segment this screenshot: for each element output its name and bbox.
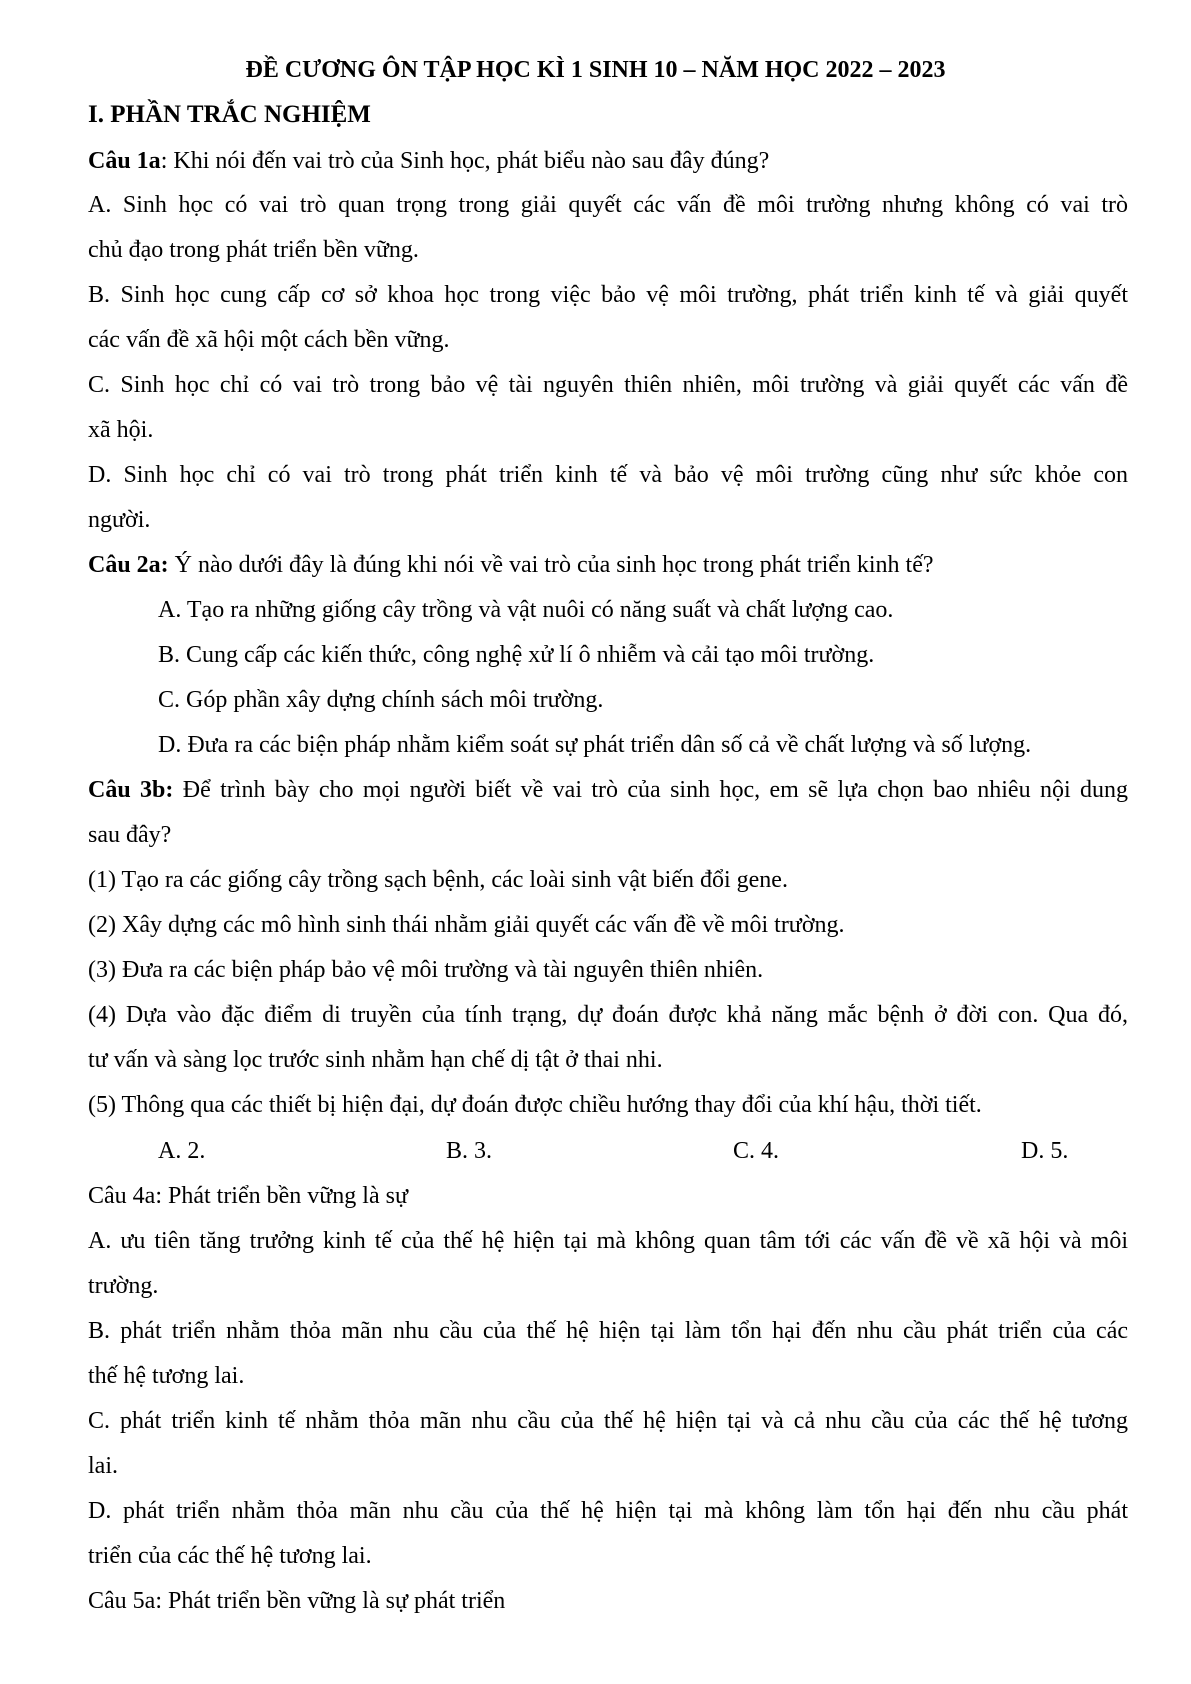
question-3-line1 xyxy=(88,775,1128,805)
question-1-option-d-line2: người. xyxy=(88,507,151,533)
question-3-statement-3: (3) Đưa ra các biện pháp bảo vệ môi trường và tài nguyên thiên nhiên. xyxy=(88,957,764,983)
question-4-option-b-line1: B. phát triển nhằm thỏa mãn nhu cầu của thế hệ hiện tại làm tổn hại đến nhu cầu phát triển của các xyxy=(88,1318,1128,1344)
question-2-option-a: A. Tạo ra những giống cây trồng và vật nuôi có năng suất và chất lượng cao. xyxy=(158,597,894,623)
question-2 xyxy=(88,550,1128,580)
question-2-label: Câu 2a: xyxy=(88,552,169,578)
question-1 xyxy=(88,146,1128,176)
question-3-statement-1: (1) Tạo ra các giống cây trồng sạch bệnh, các loài sinh vật biến đổi gene. xyxy=(88,867,788,893)
question-3-label: Câu 3b: xyxy=(88,777,174,803)
question-2-option-c: C. Góp phần xây dựng chính sách môi trường. xyxy=(158,687,604,713)
question-3-statement-4-line2: tư vấn và sàng lọc trước sinh nhằm hạn chế dị tật ở thai nhi. xyxy=(88,1047,663,1073)
question-3-statement-2: (2) Xây dựng các mô hình sinh thái nhằm giải quyết các vấn đề về môi trường. xyxy=(88,912,845,938)
question-3-option-b: B. 3. xyxy=(446,1138,493,1164)
question-5: Câu 5a: Phát triển bền vững là sự phát triển xyxy=(88,1588,506,1614)
question-4-option-c-line1: C. phát triển kinh tế nhằm thỏa mãn nhu cầu của thế hệ hiện tại và cả nhu cầu của các thế hệ tương xyxy=(88,1408,1128,1434)
question-3-option-a: A. 2. xyxy=(158,1138,206,1164)
question-3-line2: sau đây? xyxy=(88,822,172,848)
question-4-option-a-line1: A. ưu tiên tăng trưởng kinh tế của thế hệ hiện tại mà không quan tâm tới các vấn đề về xã hội và môi xyxy=(88,1228,1128,1254)
question-3-statement-4-line1: (4) Dựa vào đặc điểm di truyền của tính trạng, dự đoán được khả năng mắc bệnh ở đời con. Qua đó, xyxy=(88,1002,1128,1028)
question-4-option-d-line1: D. phát triển nhằm thỏa mãn nhu cầu của thế hệ hiện tại mà không làm tổn hại đến nhu cầu phát xyxy=(88,1498,1128,1524)
question-1-option-b-line1: B. Sinh học cung cấp cơ sở khoa học trong việc bảo vệ môi trường, phát triển kinh tế và giải quyết xyxy=(88,282,1128,308)
question-1-label: Câu 1a xyxy=(88,148,161,174)
question-1-option-a-line1: A. Sinh học có vai trò quan trọng trong giải quyết các vấn đề môi trường nhưng không có vai trò xyxy=(88,192,1128,218)
question-2-option-d: D. Đưa ra các biện pháp nhằm kiểm soát sự phát triển dân số cả về chất lượng và số lượng. xyxy=(158,732,1032,758)
question-2-option-b: B. Cung cấp các kiến thức, công nghệ xử lí ô nhiễm và cải tạo môi trường. xyxy=(158,642,875,668)
question-1-option-c-line1: C. Sinh học chỉ có vai trò trong bảo vệ tài nguyên thiên nhiên, môi trường và giải quyết các vấn đề xyxy=(88,372,1128,398)
question-4-option-c-line2: lai. xyxy=(88,1453,118,1479)
question-4-option-b-line2: thế hệ tương lai. xyxy=(88,1363,245,1389)
question-4: Câu 4a: Phát triển bền vững là sự xyxy=(88,1183,408,1209)
section-heading: I. PHẦN TRẮC NGHIỆM xyxy=(88,101,371,128)
question-1-option-a-line2: chủ đạo trong phát triển bền vững. xyxy=(88,237,419,263)
question-3-statement-5: (5) Thông qua các thiết bị hiện đại, dự đoán được chiều hướng thay đổi của khí hậu, thời tiết. xyxy=(88,1092,982,1118)
question-3-text: Để trình bày cho mọi người biết về vai trò của sinh học, em sẽ lựa chọn bao nhiêu nội dung xyxy=(173,777,1128,803)
question-1-option-b-line2: các vấn đề xã hội một cách bền vững. xyxy=(88,327,450,353)
question-4-option-d-line2: triển của các thế hệ tương lai. xyxy=(88,1543,372,1569)
question-4-option-a-line2: trường. xyxy=(88,1273,159,1299)
question-1-option-c-line2: xã hội. xyxy=(88,417,154,443)
question-1-option-d-line1: D. Sinh học chỉ có vai trò trong phát triển kinh tế và bảo vệ môi trường cũng như sức khỏe con xyxy=(88,462,1128,488)
question-1-text: : Khi nói đến vai trò của Sinh học, phát biểu nào sau đây đúng? xyxy=(160,148,770,174)
question-3-option-d: D. 5. xyxy=(1021,1138,1069,1164)
document-title: ĐỀ CƯƠNG ÔN TẬP HỌC KÌ 1 SINH 10 – NĂM HỌC 2022 – 2023 xyxy=(245,57,946,83)
question-3-options xyxy=(88,1136,1128,1166)
question-3-option-c: C. 4. xyxy=(733,1138,780,1164)
question-2-text: Ý nào dưới đây là đúng khi nói về vai trò của sinh học trong phát triển kinh tế? xyxy=(168,552,934,578)
